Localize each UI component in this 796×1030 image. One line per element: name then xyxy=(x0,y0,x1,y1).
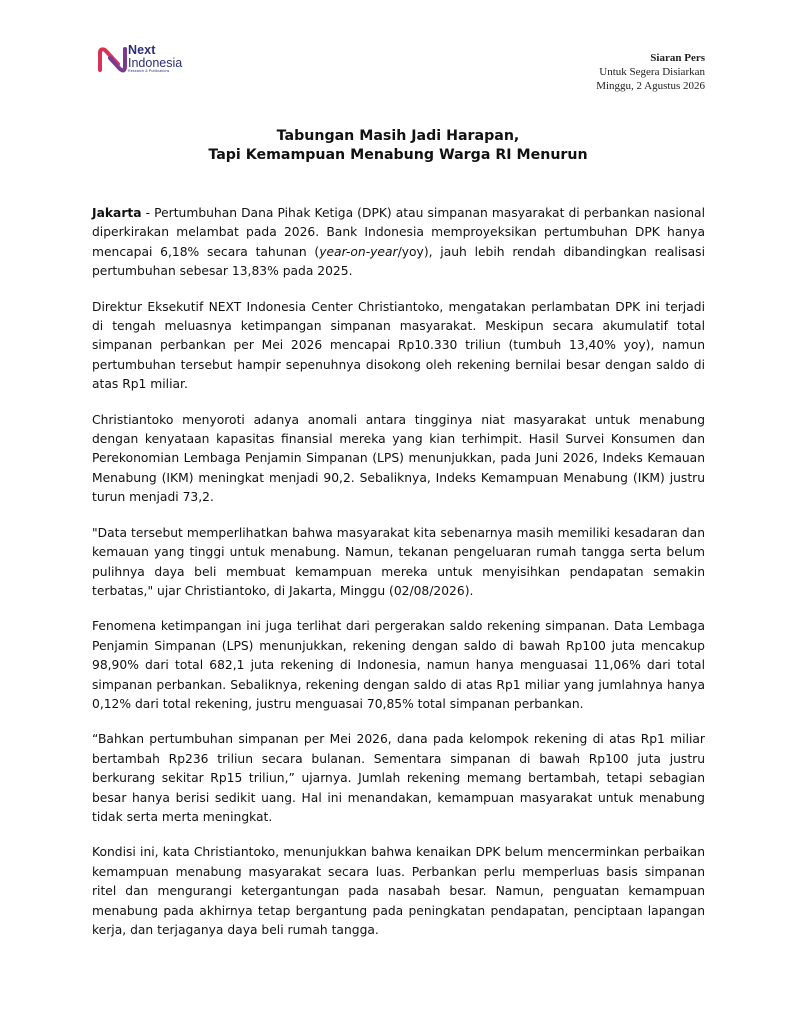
paragraph-4: "Data tersebut memperlihatkan bahwa masyarakat kita sebenarnya masih memiliki kesadaran dan kemauan yang tinggi untuk menabung. Namun, tekanan pengeluaran rumah tangga serta belum pulihnya daya beli membuat kemampuan mereka untuk menyisihkan pendapatan semakin terbatas," ujar Christiantoko, di Jakarta, Minggu (02/08/2026). xyxy=(92,525,705,598)
press-release-label: Siaran Pers xyxy=(650,52,705,64)
paragraph-7: Kondisi ini, kata Christiantoko, menunjukkan bahwa kenaikan DPK belum mencerminkan perbaikan kemampuan menabung masyarakat secara luas. Perbankan perlu memperluas basis simpanan ritel dan mengurangi ketergantungan pada nasabah besar. Namun, penguatan kemampuan menabung pada akhirnya tetap bergantung pada peningkatan pendapatan, penciptaan lapangan kerja, dan terjaganya daya beli rumah tangga. xyxy=(92,845,705,937)
paragraph-2: Direktur Eksekutif NEXT Indonesia Center Christiantoko, mengatakan perlambatan DPK ini terjadi di tengah meluasnya ketimpangan simpanan masyarakat. Meskipun secara akumulatif total simpanan perbankan per Mei 2026 mencapai Rp10.330 triliun (tumbuh 13,40% yoy), namun pertumbuhan tersebut hampir sepenuhnya disokong oleh rekening bernilai besar dengan saldo di atas Rp1 miliar. xyxy=(92,299,705,392)
dateline: Jakarta xyxy=(92,206,142,220)
title-line-2: Tapi Kemampuan Menabung Warga RI Menurun xyxy=(208,147,588,163)
paragraph-6: “Bahkan pertumbuhan simpanan per Mei 2026, dana pada kelompok rekening di atas Rp1 miliar bertambah Rp236 triliun secara bulanan. Sementara simpanan di bawah Rp100 juta justru berkurang sekitar Rp15 triliun,” ujarnya. Jumlah rekening memang bertambah, tetapi sebagian besar hanya berisi sedikit uang. Hal ini menandakan, kemampuan masyarakat untuk menabung tidak serta merta meningkat. xyxy=(92,732,705,824)
next-indonesia-logo-icon xyxy=(96,44,130,76)
logo-tagline: Research & Publications xyxy=(128,69,170,73)
page-title xyxy=(0,127,796,165)
paragraph-1-text-a: - Pertumbuhan Dana Pihak Ketiga (DPK) atau simpanan masyarakat di perbankan nasional diperkirakan melambat pada 2026. Bank Indonesia memproyeksikan pertumbuhan DPK hanya mencapai 6,18% secara tahunan ( xyxy=(92,206,705,259)
logo-name-line1: Next xyxy=(128,43,156,57)
logo-name-line2: Indonesia xyxy=(128,56,183,70)
paragraph-1 xyxy=(92,204,705,282)
press-release-header xyxy=(596,51,705,93)
next-indonesia-logo xyxy=(96,44,206,80)
embargo-note: Untuk Segera Disiarkan xyxy=(599,66,705,78)
title-line-1: Tabungan Masih Jadi Harapan, xyxy=(276,128,520,144)
paragraph-1-italic: year-on-year xyxy=(319,244,398,259)
article-body xyxy=(92,204,705,956)
paragraph-1-text-b: /yoy), jauh lebih rendah dibandingkan realisasi pertumbuhan sebesar 13,83% pada 2025. xyxy=(92,244,705,279)
paragraph-5: Fenomena ketimpangan ini juga terlihat dari pergerakan saldo rekening simpanan. Data Lembaga Penjamin Simpanan (LPS) menunjukkan, rekening dengan saldo di bawah Rp100 juta mencakup 98,90% dari total 682,1 juta rekening di Indonesia, namun hanya menguasai 11,06% dari total simpanan perbankan. Sebaliknya, rekening dengan saldo di atas Rp1 miliar yang jumlahnya hanya 0,12% dari total rekening, justru menguasai 70,85% total simpanan perbankan. xyxy=(92,619,705,711)
paragraph-3: Christiantoko menyoroti adanya anomali antara tingginya niat masyarakat untuk menabung dengan kenyataan kapasitas finansial mereka yang kian terhimpit. Hasil Survei Konsumen dan Perekonomian Lembaga Penjamin Simpanan (LPS) menunjukkan, pada Juni 2026, Indeks Kemauan Menabung (IKM) meningkat menjadi 90,2. Sebaliknya, Indeks Kemampuan Menabung (IKM) justru turun menjadi 73,2. xyxy=(92,412,705,505)
release-date: Minggu, 2 Agustus 2026 xyxy=(596,80,705,92)
